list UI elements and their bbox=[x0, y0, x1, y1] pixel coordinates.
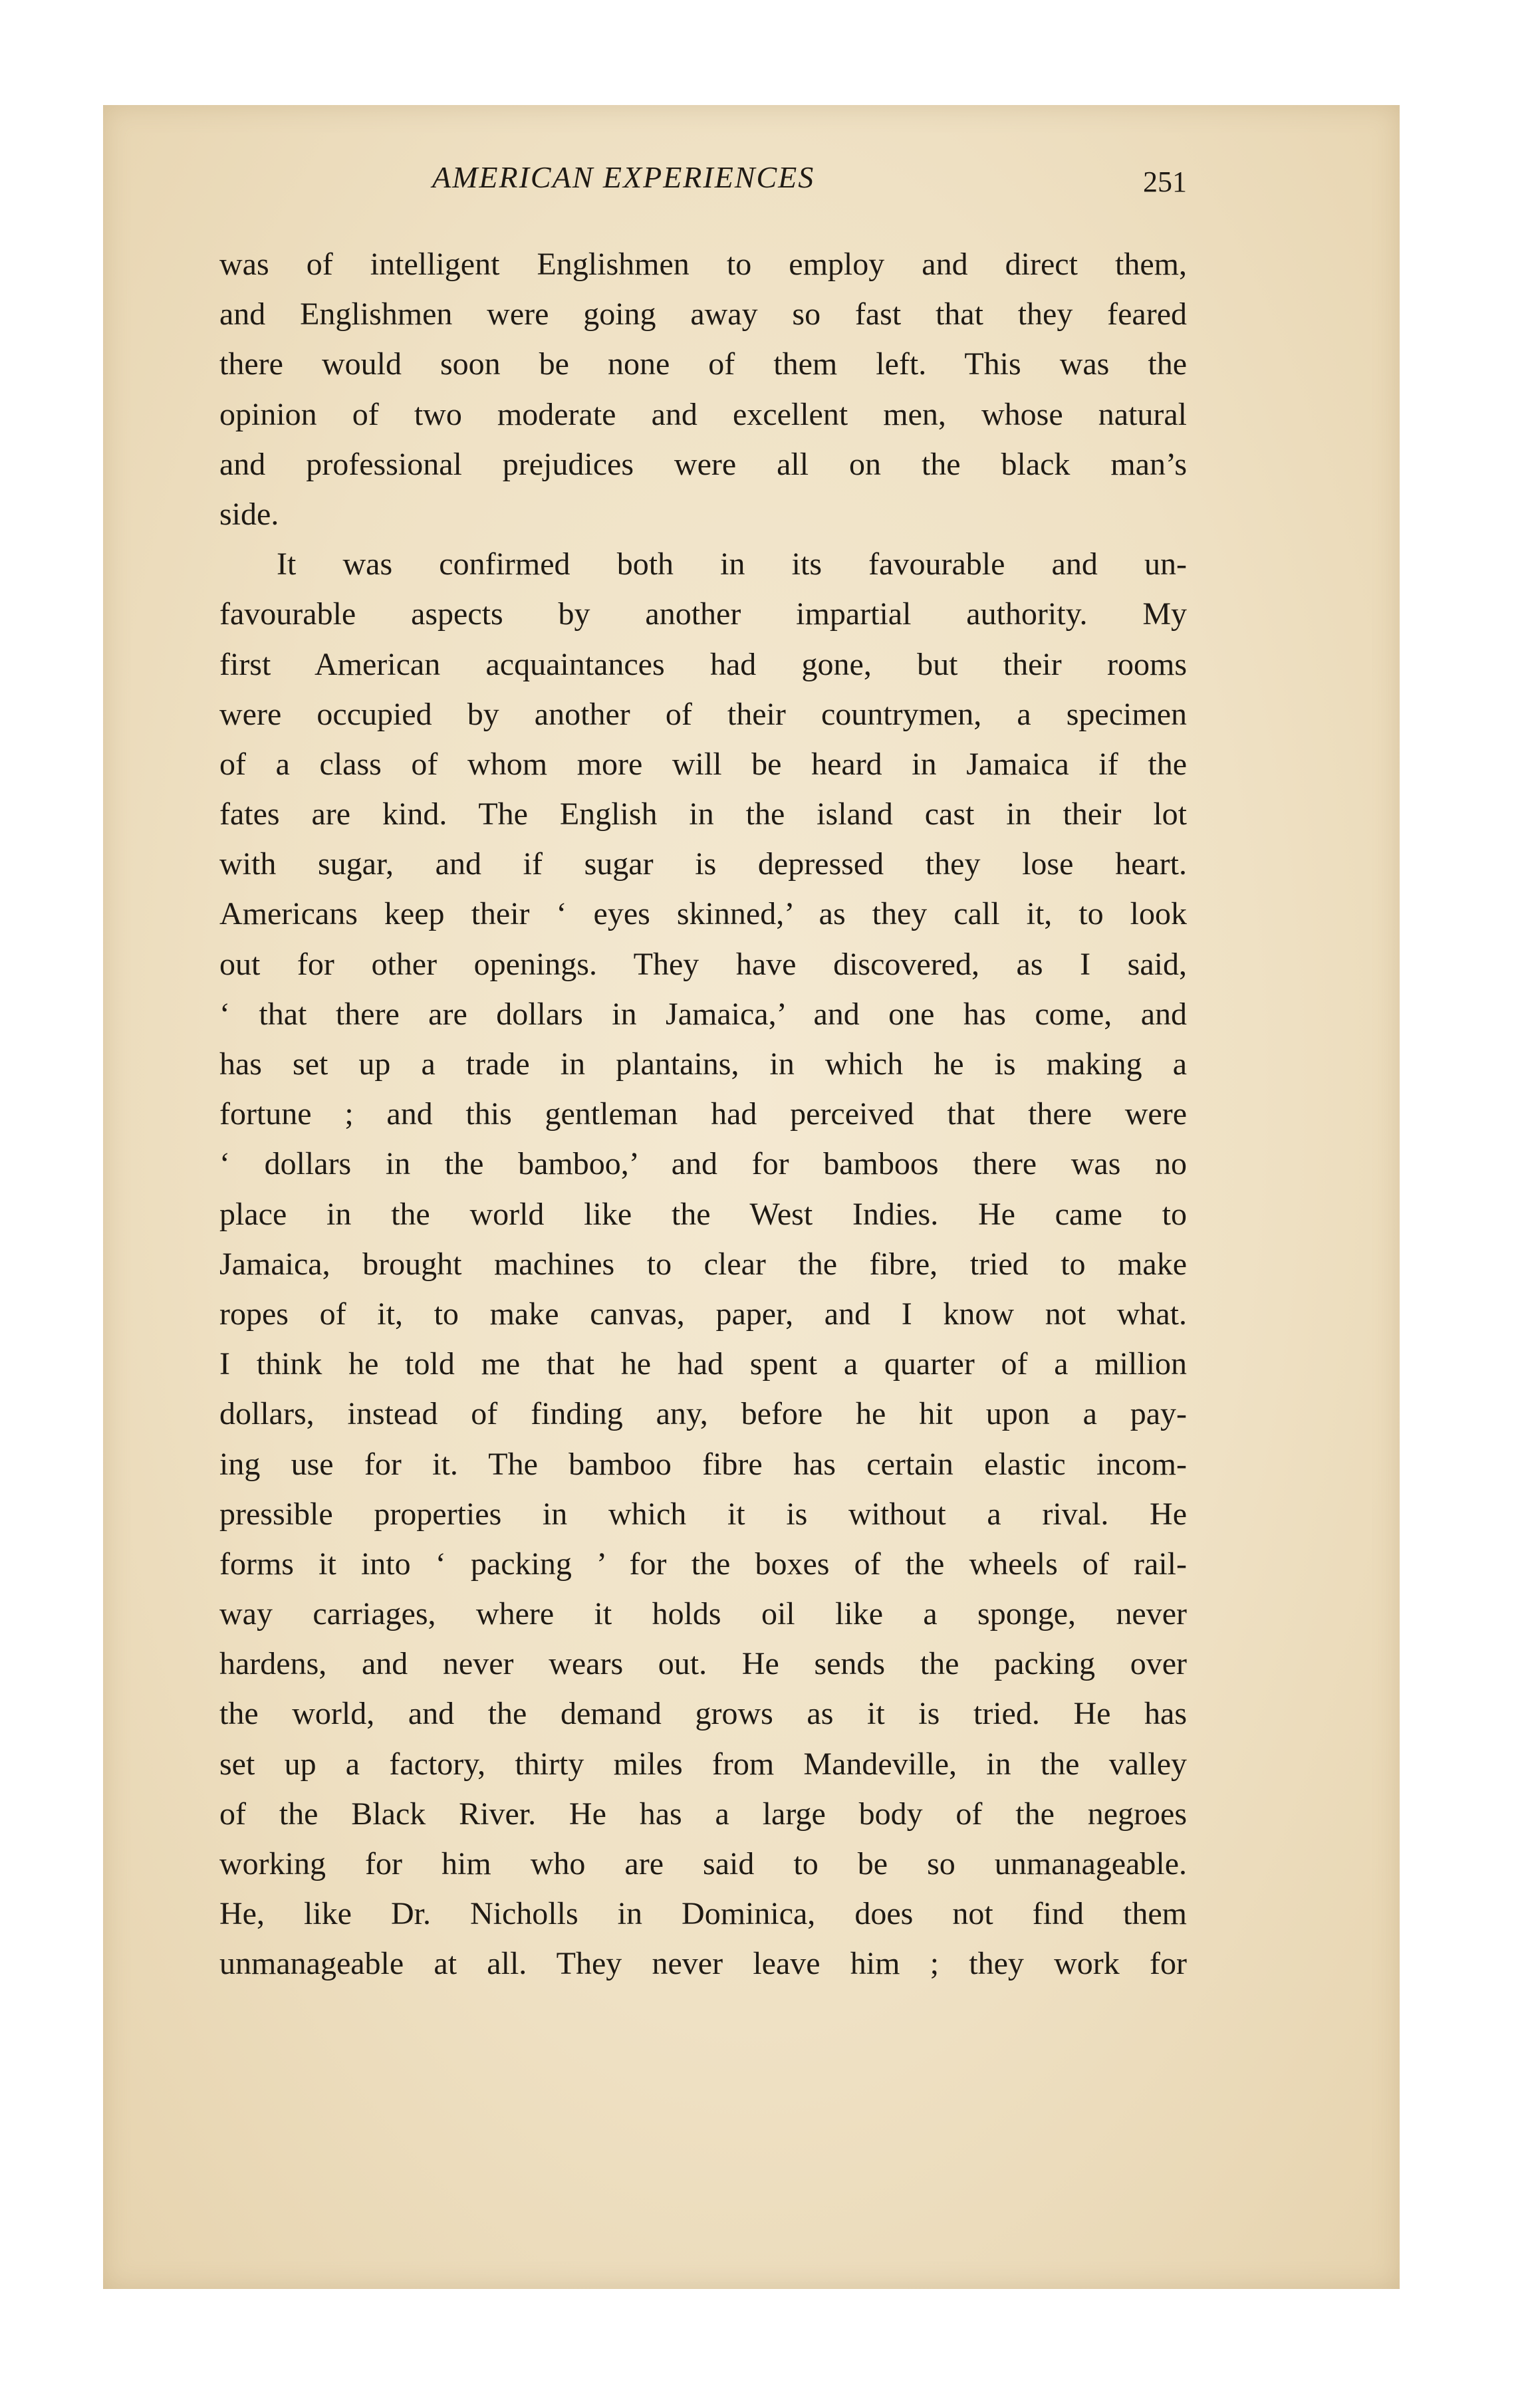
text-line: of a class of whom more will be heard in Jamaica if the bbox=[219, 746, 1187, 782]
text-line: working for him who are said to be so unmanageable. bbox=[219, 1846, 1187, 1881]
text-line: set up a factory, thirty miles from Mandeville, in the valley bbox=[219, 1746, 1187, 1782]
text-line: It was confirmed both in its favourable and un- bbox=[277, 546, 1187, 582]
text-line: fates are kind. The English in the island cast in their lot bbox=[219, 796, 1187, 832]
text-line: way carriages, where it holds oil like a sponge, never bbox=[219, 1596, 1187, 1632]
text-line: first American acquaintances had gone, but their rooms bbox=[219, 646, 1187, 682]
text-line: with sugar, and if sugar is depressed they lose heart. bbox=[219, 846, 1187, 882]
text-line: has set up a trade in plantains, in which he is making a bbox=[219, 1046, 1187, 1082]
text-line: side. bbox=[219, 496, 279, 532]
text-line: ‘ dollars in the bamboo,’ and for bamboos there was no bbox=[219, 1146, 1187, 1182]
text-line: dollars, instead of finding any, before he hit upon a pay- bbox=[219, 1396, 1187, 1432]
body-text bbox=[219, 239, 1187, 1989]
text-line: place in the world like the West Indies. He came to bbox=[219, 1196, 1187, 1232]
text-line: fortune ; and this gentleman had perceived that there were bbox=[219, 1096, 1187, 1132]
text-line: hardens, and never wears out. He sends the packing over bbox=[219, 1646, 1187, 1682]
text-line: and Englishmen were going away so fast that they feared bbox=[219, 297, 1187, 332]
text-line: pressible properties in which it is without a rival. He bbox=[219, 1496, 1187, 1532]
text-line: Jamaica, brought machines to clear the fibre, tried to make bbox=[219, 1246, 1187, 1282]
text-line: I think he told me that he had spent a quarter of a million bbox=[219, 1346, 1187, 1382]
page-number: 251 bbox=[1143, 166, 1187, 198]
text-line: He, like Dr. Nicholls in Dominica, does not find them bbox=[219, 1896, 1187, 1932]
running-title: AMERICAN EXPERIENCES bbox=[432, 160, 815, 194]
text-line: favourable aspects by another impartial authority. My bbox=[219, 596, 1187, 632]
text-line: there would soon be none of them left. This was the bbox=[219, 346, 1187, 382]
text-line: ‘ that there are dollars in Jamaica,’ and one has come, and bbox=[219, 996, 1187, 1032]
text-line: and professional prejudices were all on the black man’s bbox=[219, 446, 1187, 482]
text-line: ing use for it. The bamboo fibre has certain elastic incom- bbox=[219, 1446, 1187, 1482]
text-line: out for other openings. They have discovered, as I said, bbox=[219, 946, 1187, 982]
running-head bbox=[219, 160, 1187, 219]
text-line: was of intelligent Englishmen to employ and direct them, bbox=[219, 247, 1187, 282]
text-line: forms it into ‘ packing ’ for the boxes of the wheels of rail- bbox=[219, 1546, 1187, 1582]
text-line: opinion of two moderate and excellent men, whose natural bbox=[219, 396, 1187, 432]
text-line: unmanageable at all. They never leave him ; they work for bbox=[219, 1946, 1187, 1982]
text-line: Americans keep their ‘ eyes skinned,’ as they call it, to look bbox=[219, 896, 1187, 932]
text-line: the world, and the demand grows as it is tried. He has bbox=[219, 1696, 1187, 1732]
text-line: of the Black River. He has a large body of the negroes bbox=[219, 1796, 1187, 1832]
text-line: ropes of it, to make canvas, paper, and I know not what. bbox=[219, 1296, 1187, 1332]
text-line: were occupied by another of their countrymen, a specimen bbox=[219, 696, 1187, 732]
